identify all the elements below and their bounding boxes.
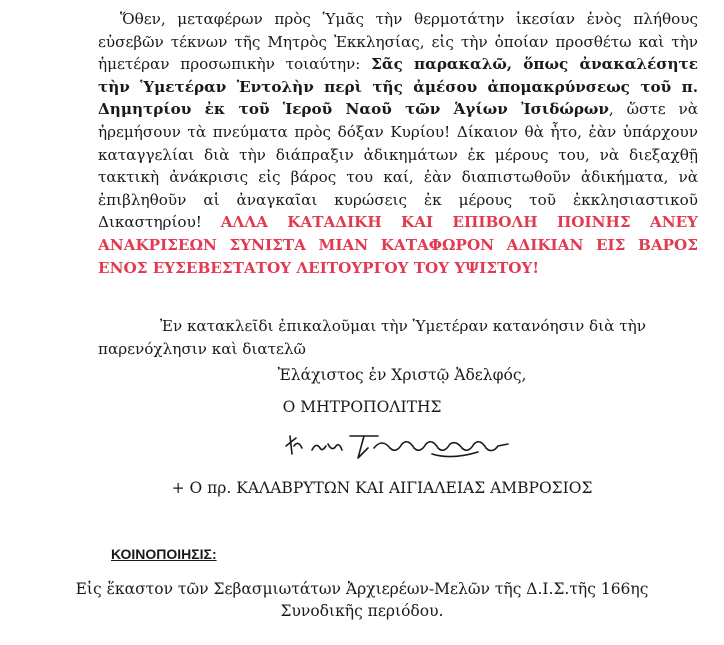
distribution-line-1: Εἰς ἕκαστον τῶν Σεβασμιωτάτων Ἀρχιερέων-Μελῶν τῆς Δ.Ι.Σ.τῆς 166ης (75, 580, 649, 598)
signer-title: Ο ΜΗΤΡΟΠΟΛΙΤΗΣ (282, 398, 442, 416)
distribution-recipients (0, 578, 724, 622)
closing-salutation: Ἐλάχιστος ἐν Χριστῷ Ἀδελφός, (277, 366, 527, 384)
signer-name: + Ο πρ. ΚΑΛΑΒΡΥΤΩΝ ΚΑΙ ΑΙΓΙΑΛΕΙΑΣ ΑΜΒΡΟΣΙΟΣ (171, 479, 593, 497)
distribution-label: ΚΟΙΝΟΠΟΙΗΣΙΣ: (111, 546, 217, 562)
red-emphasis-text: ΑΛΛΑ ΚΑΤΑΔΙΚΗ ΚΑΙ ΕΠΙΒΟΛΗ ΠΟΙΝΗΣ ΑΝΕΥ ΑΝΑΚΡΙΣΕΩΝ ΣΥΝΙΣΤΑ ΜΙΑΝ ΚΑΤΑΦΩΡΟΝ ΑΔΙΚΙΑΝ ΕΙΣ ΒΑΡΟΣ ΕΝΟΣ ΕΥΣΕΒΕΣΤΑΤΟΥ ΛΕΙΤΟΥΡΓΟΥ ΤΟΥ ΥΨΙΣΤΟΥ! (98, 213, 699, 277)
main-paragraph (98, 8, 698, 279)
closing-paragraph (98, 315, 698, 360)
main-paragraph-text: Ὅθεν, μεταφέρων πρὸς Ὑμᾶς τὴν θερμοτάτην ἱκεσίαν ἑνὸς πλήθους εὐσεβῶν τέκνων τῆς Μητρὸς Ἐκκλησίας, εἰς τὴν ὁποίαν προσθέτω καὶ τὴν ἡμετέραν προσωπικὴν τοιαύτην: (98, 10, 698, 74)
closing-paragraph-text: Ἐν κατακλεῖδι ἐπικαλοῦμαι τὴν Ὑμετέραν κατανόησιν διὰ τὴν παρενόχλησιν καὶ διατελῶ (98, 317, 646, 358)
handwritten-signature (282, 426, 522, 464)
distribution-line-2: Συνοδικῆς περιόδου. (280, 602, 444, 620)
bold-request-text: Σᾶς παρακαλῶ, ὅπως ἀνακαλέσητε τὴν Ὑμετέραν Ἐντολὴν περὶ τῆς ἀμέσου ἀπομακρύνσεως τοῦ π. Δημητρίου ἐκ τοῦ Ἱεροῦ Ναοῦ τῶν Ἁγίων Ἰσιδώρων (98, 55, 698, 119)
main-paragraph-text-continued: , ὥστε νὰ ἠρεμήσουν τὰ πνεύματα πρὸς δόξαν Κυρίου! Δίκαιον θὰ ἦτο, ἐὰν ὑπάρχουν καταγγελίαι διὰ τὴν διάπραξιν ἀδικημάτων ἐκ μέρους του, νὰ διεξαχθῇ τακτικὴ ἀνάκρισις εἰς βάρος του καί, ἐὰν διαπιστωθοῦν ἀδικήματα, νὰ ἐπιβληθοῦν αἱ ἀναγκαῖαι κυρώσεις ἐκ μέρους τοῦ ἐκκλησιαστικοῦ Δικαστηρίου! (98, 100, 699, 232)
